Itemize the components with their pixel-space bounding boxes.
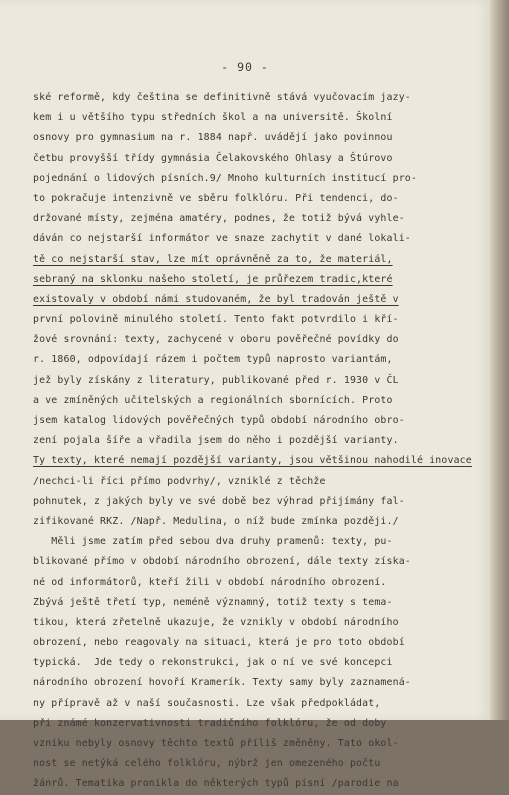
text-line: a ve zmíněných učitelských a regionálních sbornících. Proto [33, 394, 393, 406]
text-line: držované místy, zejména amatéry, podnes, že totiž bývá vyhle- [33, 213, 405, 225]
text-line: r. 1860, odpovídají rázem i počtem typů naprosto variantám, [33, 354, 393, 366]
text-line: při známé konzervativnosti tradičního folklóru, že od doby [33, 717, 387, 729]
text-line: to pokračuje intenzivně ve sběru folklóru. Při tendenci, do- [33, 192, 399, 204]
text-line: pohnutek, z jakých byly ve své době bez výhrad přijímány fal- [33, 495, 405, 507]
text-line: ské reformě, kdy čeština se definitivně stává vyučovacím jazy- [33, 92, 411, 103]
body-text [33, 88, 478, 795]
text-line: zifikované RKZ. /Např. Medulina, o níž bude zmínka později./ [33, 515, 399, 527]
text-line: ny přípravě až v naší současnosti. Lze však předpokládat, [33, 697, 381, 709]
text-line: zení pojala šíře a vřadila jsem do něho i pozdější varianty. [33, 435, 399, 447]
text-line: žánrů. Tematika pronikla do některých typů písní /parodie na [33, 778, 399, 790]
text-line: tikou, která zřetelně ukazuje, že vznikly v období národního [33, 616, 399, 628]
text-line: žové srovnání: texty, zachycené v oboru pověřečné povídky do [33, 334, 399, 346]
text-line: jež byly získány z literatury, publikované před r. 1930 v ČL [33, 374, 399, 386]
text-line: blikované přímo v období národního obrození, dále texty získa- [33, 556, 411, 568]
page-edge [490, 0, 509, 720]
text-line: tě co nejstarší stav, lze mít oprávněně za to, že materiál, [33, 253, 393, 265]
text-line: né od informátorů, kteří žili v období národního obrození. [33, 576, 387, 588]
text-line: četbu provyšší třídy gymnásia Čelakovského Ohlasy a Štúrovo [33, 152, 393, 164]
text-line: typická. Jde tedy o rekonstrukci, jak o ní ve své koncepci [33, 657, 393, 669]
text-line: existovaly v období námi studovaném, že byl tradován ještě v [33, 293, 399, 305]
text-line: dáván co nejstarší informátor ve snaze zachytit v dané lokali- [33, 233, 411, 245]
text-line: obrození, nebo reagovaly na situaci, která je pro toto období [33, 637, 405, 649]
text-line: Zbývá ještě třetí typ, neméně významný, totiž texty s tema- [33, 596, 393, 608]
text-line: nost se netýká celého folklóru, nýbrž jen omezeného počtu [33, 758, 381, 770]
text-line: první polovině minulého století. Tento fakt potvrdilo i kří- [33, 314, 399, 326]
text-line: Měli jsme zatím před sebou dva druhy pramenů: texty, pu- [33, 536, 393, 548]
page-number: - 90 - [221, 60, 269, 74]
text-line: osnovy pro gymnasium na r. 1884 např. uvádějí jako povinnou [33, 132, 393, 144]
text-line: pojednání o lidových písních.9/ Mnoho kulturních institucí pro- [33, 172, 418, 184]
text-line: /nechci-li říci přímo podvrhy/, vzniklé z těchže [33, 475, 326, 487]
text-line: sebraný na sklonku našeho století, je průřezem tradic,které [33, 273, 393, 285]
text-line: jsem katalog lidových pověřečných typů období národního obro- [33, 415, 405, 426]
text-line: národního obrození hovoří Kramerík. Texty samy byly zaznamená- [33, 677, 411, 689]
text-line: Ty texty, které nemají pozdější varianty, jsou většinou nahodilé inovace [33, 455, 472, 467]
text-line: vzniku nebyly osnovy těchto textů příliš změněny. Tato okol- [33, 738, 399, 749]
text-line: kem i u většího typu středních škol a na universitě. Školní [33, 112, 393, 124]
